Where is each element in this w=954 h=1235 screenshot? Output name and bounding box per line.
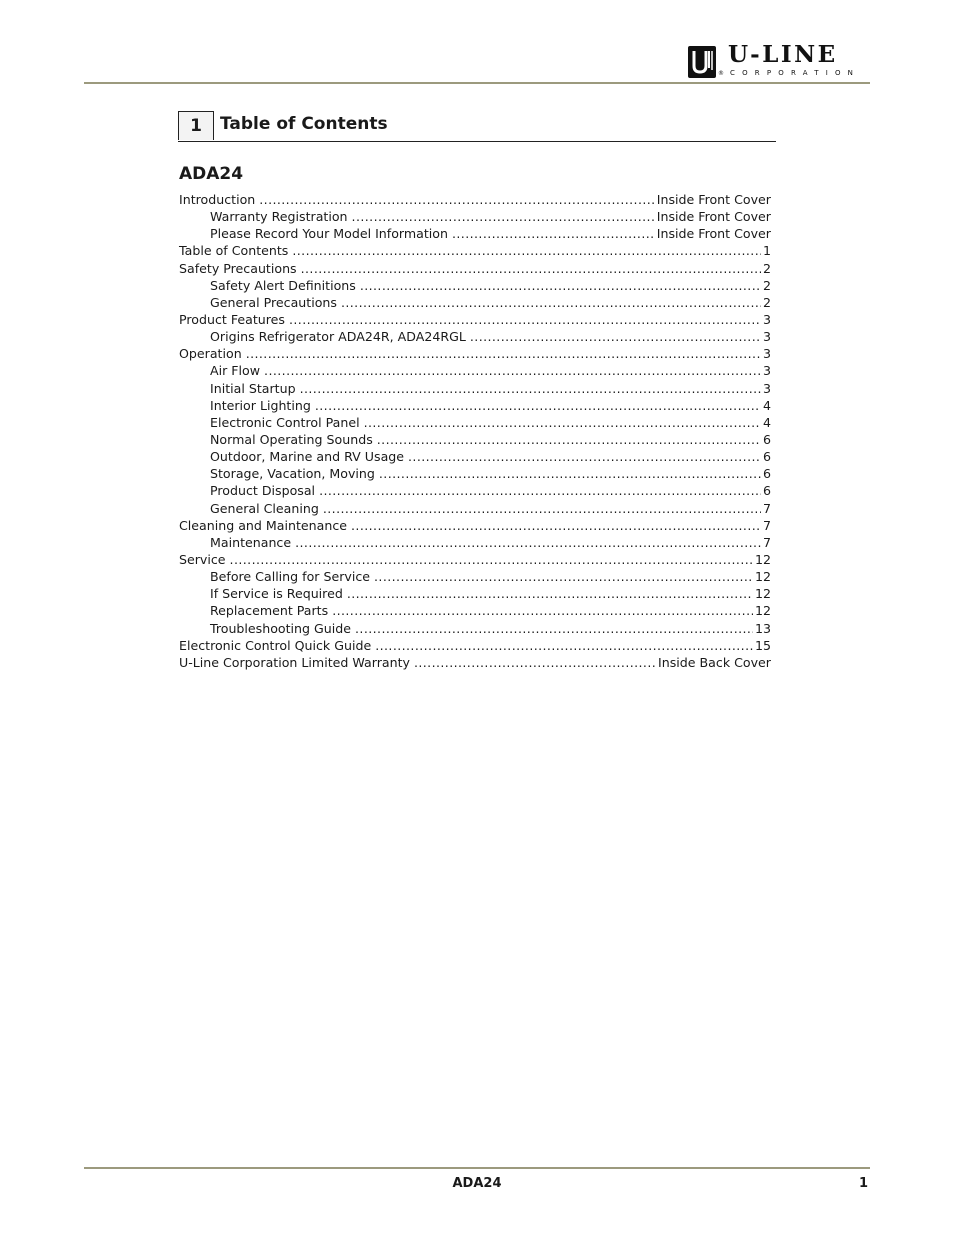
toc-entry-page: 6 <box>762 449 771 465</box>
brand-subtitle: CORPORATION <box>730 69 861 77</box>
toc-leader-dots <box>364 414 761 431</box>
toc-entry-label: Warranty Registration <box>210 209 348 225</box>
toc-entry-label: Cleaning and Maintenance <box>179 517 348 533</box>
toc-entry[interactable] <box>179 482 771 499</box>
toc-entry-label: Troubleshooting Guide <box>210 620 352 636</box>
toc-entry-label: Normal Operating Sounds <box>210 431 373 447</box>
toc-entry[interactable] <box>179 551 771 568</box>
toc-entry[interactable] <box>179 294 771 311</box>
u-line-logo <box>688 41 872 80</box>
toc-leader-dots <box>375 637 753 654</box>
toc-leader-dots <box>319 482 761 499</box>
toc-entry[interactable] <box>179 431 771 448</box>
toc-leader-dots <box>315 397 761 414</box>
toc-entry-label: General Cleaning <box>210 500 319 516</box>
toc-entry[interactable] <box>179 277 771 294</box>
toc-entry[interactable] <box>179 602 771 619</box>
toc-entry-label: Storage, Vacation, Moving <box>210 466 375 482</box>
toc-entry-page: 2 <box>762 260 771 276</box>
toc-entry-page: 7 <box>762 534 771 550</box>
toc-leader-dots <box>374 568 753 585</box>
toc-leader-dots <box>470 328 761 345</box>
toc-leader-dots <box>301 260 761 277</box>
toc-entry-page: 4 <box>762 397 771 413</box>
section-header <box>178 111 776 142</box>
toc-entry-page: Inside Front Cover <box>656 226 771 242</box>
toc-entry-page: 12 <box>754 569 771 585</box>
toc-leader-dots <box>259 191 654 208</box>
toc-entry[interactable] <box>179 345 771 362</box>
toc-entry-label: Outdoor, Marine and RV Usage <box>210 449 405 465</box>
toc-entry[interactable] <box>179 260 771 277</box>
toc-entry[interactable] <box>179 517 771 534</box>
toc-leader-dots <box>377 431 761 448</box>
toc-entry-page: 6 <box>762 431 771 447</box>
toc-leader-dots <box>352 208 655 225</box>
toc-entry[interactable] <box>179 328 771 345</box>
footer-page-number: 1 <box>859 1176 869 1191</box>
toc-entry-page: 12 <box>754 551 771 567</box>
toc-entry-label: Safety Precautions <box>179 260 297 276</box>
toc-leader-dots <box>264 362 761 379</box>
toc-entry[interactable] <box>179 534 771 551</box>
toc-entry-page: 6 <box>762 466 771 482</box>
toc-entry-page: 7 <box>762 517 771 533</box>
toc-entry-page: Inside Front Cover <box>656 209 771 225</box>
toc-entry-label: If Service is Required <box>210 586 343 602</box>
toc-entry[interactable] <box>179 397 771 414</box>
toc-entry-page: Inside Front Cover <box>656 192 771 207</box>
toc-entry-label: Safety Alert Definitions <box>210 277 356 293</box>
toc-entry-label: Air Flow <box>210 363 261 379</box>
toc-leader-dots <box>355 620 753 637</box>
toc-entry-page: 2 <box>762 277 771 293</box>
toc-entry-page: 13 <box>754 620 771 636</box>
footer-divider <box>84 1167 870 1169</box>
toc-entry-label: Before Calling for Service <box>210 569 371 585</box>
toc-entry[interactable] <box>179 620 771 637</box>
table-of-contents <box>179 191 771 671</box>
toc-entry-label: Initial Startup <box>210 380 296 396</box>
toc-entry-page: 4 <box>762 414 771 430</box>
toc-entry[interactable] <box>179 208 771 225</box>
toc-entry-label: U-Line Corporation Limited Warranty <box>179 654 410 670</box>
toc-leader-dots <box>295 534 761 551</box>
toc-entry[interactable] <box>179 465 771 482</box>
toc-leader-dots <box>246 345 761 362</box>
toc-entry[interactable] <box>179 448 771 465</box>
section-title: Table of Contents <box>220 114 388 134</box>
toc-entry[interactable] <box>179 380 771 397</box>
toc-entry-page: 3 <box>762 329 771 345</box>
toc-entry[interactable] <box>179 225 771 242</box>
toc-leader-dots <box>230 551 753 568</box>
toc-entry[interactable] <box>179 568 771 585</box>
toc-entry-page: 12 <box>754 603 771 619</box>
toc-leader-dots <box>341 294 761 311</box>
toc-entry-label: Introduction <box>179 192 256 207</box>
toc-leader-dots <box>379 465 761 482</box>
toc-entry-page: 6 <box>762 483 771 499</box>
section-number: 1 <box>178 111 214 140</box>
toc-entry-label: General Precautions <box>210 294 337 310</box>
toc-leader-dots <box>351 517 761 534</box>
toc-entry-page: 12 <box>754 586 771 602</box>
toc-entry[interactable] <box>179 311 771 328</box>
toc-leader-dots <box>292 242 761 259</box>
toc-entry-label: Table of Contents <box>179 243 289 259</box>
toc-leader-dots <box>332 602 753 619</box>
toc-entry[interactable] <box>179 585 771 602</box>
toc-entry-page: 1 <box>762 243 771 259</box>
toc-leader-dots <box>414 654 656 671</box>
toc-entry-label: Please Record Your Model Information <box>210 226 448 242</box>
toc-entry-label: Maintenance <box>210 534 292 550</box>
toc-entry-label: Product Features <box>179 311 285 327</box>
toc-entry-page: 7 <box>762 500 771 516</box>
toc-entry-label: Service <box>179 551 226 567</box>
model-heading: ADA24 <box>179 164 244 184</box>
toc-entry[interactable] <box>179 500 771 517</box>
toc-leader-dots <box>347 585 753 602</box>
toc-entry-label: Origins Refrigerator ADA24R, ADA24RGL <box>210 329 466 345</box>
toc-leader-dots <box>408 448 761 465</box>
toc-entry-page: 15 <box>754 637 771 653</box>
toc-leader-dots <box>300 380 761 397</box>
toc-entry-label: Electronic Control Panel <box>210 414 360 430</box>
toc-entry[interactable] <box>179 637 771 654</box>
toc-leader-dots <box>360 277 761 294</box>
toc-entry-label: Product Disposal <box>210 483 316 499</box>
toc-entry[interactable] <box>179 362 771 379</box>
toc-entry-page: 3 <box>762 346 771 362</box>
toc-entry-page: 3 <box>762 380 771 396</box>
footer-title: ADA24 <box>452 1176 502 1191</box>
toc-entry-page: 3 <box>762 363 771 379</box>
toc-entry[interactable] <box>179 414 771 431</box>
toc-entry[interactable] <box>179 242 771 259</box>
header-divider <box>84 82 870 84</box>
toc-leader-dots <box>289 311 761 328</box>
toc-entry-page: Inside Back Cover <box>658 654 771 670</box>
toc-leader-dots <box>452 225 655 242</box>
toc-entry-label: Interior Lighting <box>210 397 311 413</box>
toc-entry[interactable] <box>179 654 771 671</box>
toc-entry[interactable] <box>179 191 771 208</box>
brand-name: U-LINE <box>728 41 838 68</box>
toc-entry-page: 3 <box>762 311 771 327</box>
toc-leader-dots <box>323 500 761 517</box>
registered-mark: ® <box>718 70 724 77</box>
toc-entry-page: 2 <box>762 294 771 310</box>
toc-entry-label: Electronic Control Quick Guide <box>179 637 372 653</box>
u-line-emblem-icon <box>688 46 716 78</box>
toc-entry-label: Operation <box>179 346 242 362</box>
toc-entry-label: Replacement Parts <box>210 603 329 619</box>
